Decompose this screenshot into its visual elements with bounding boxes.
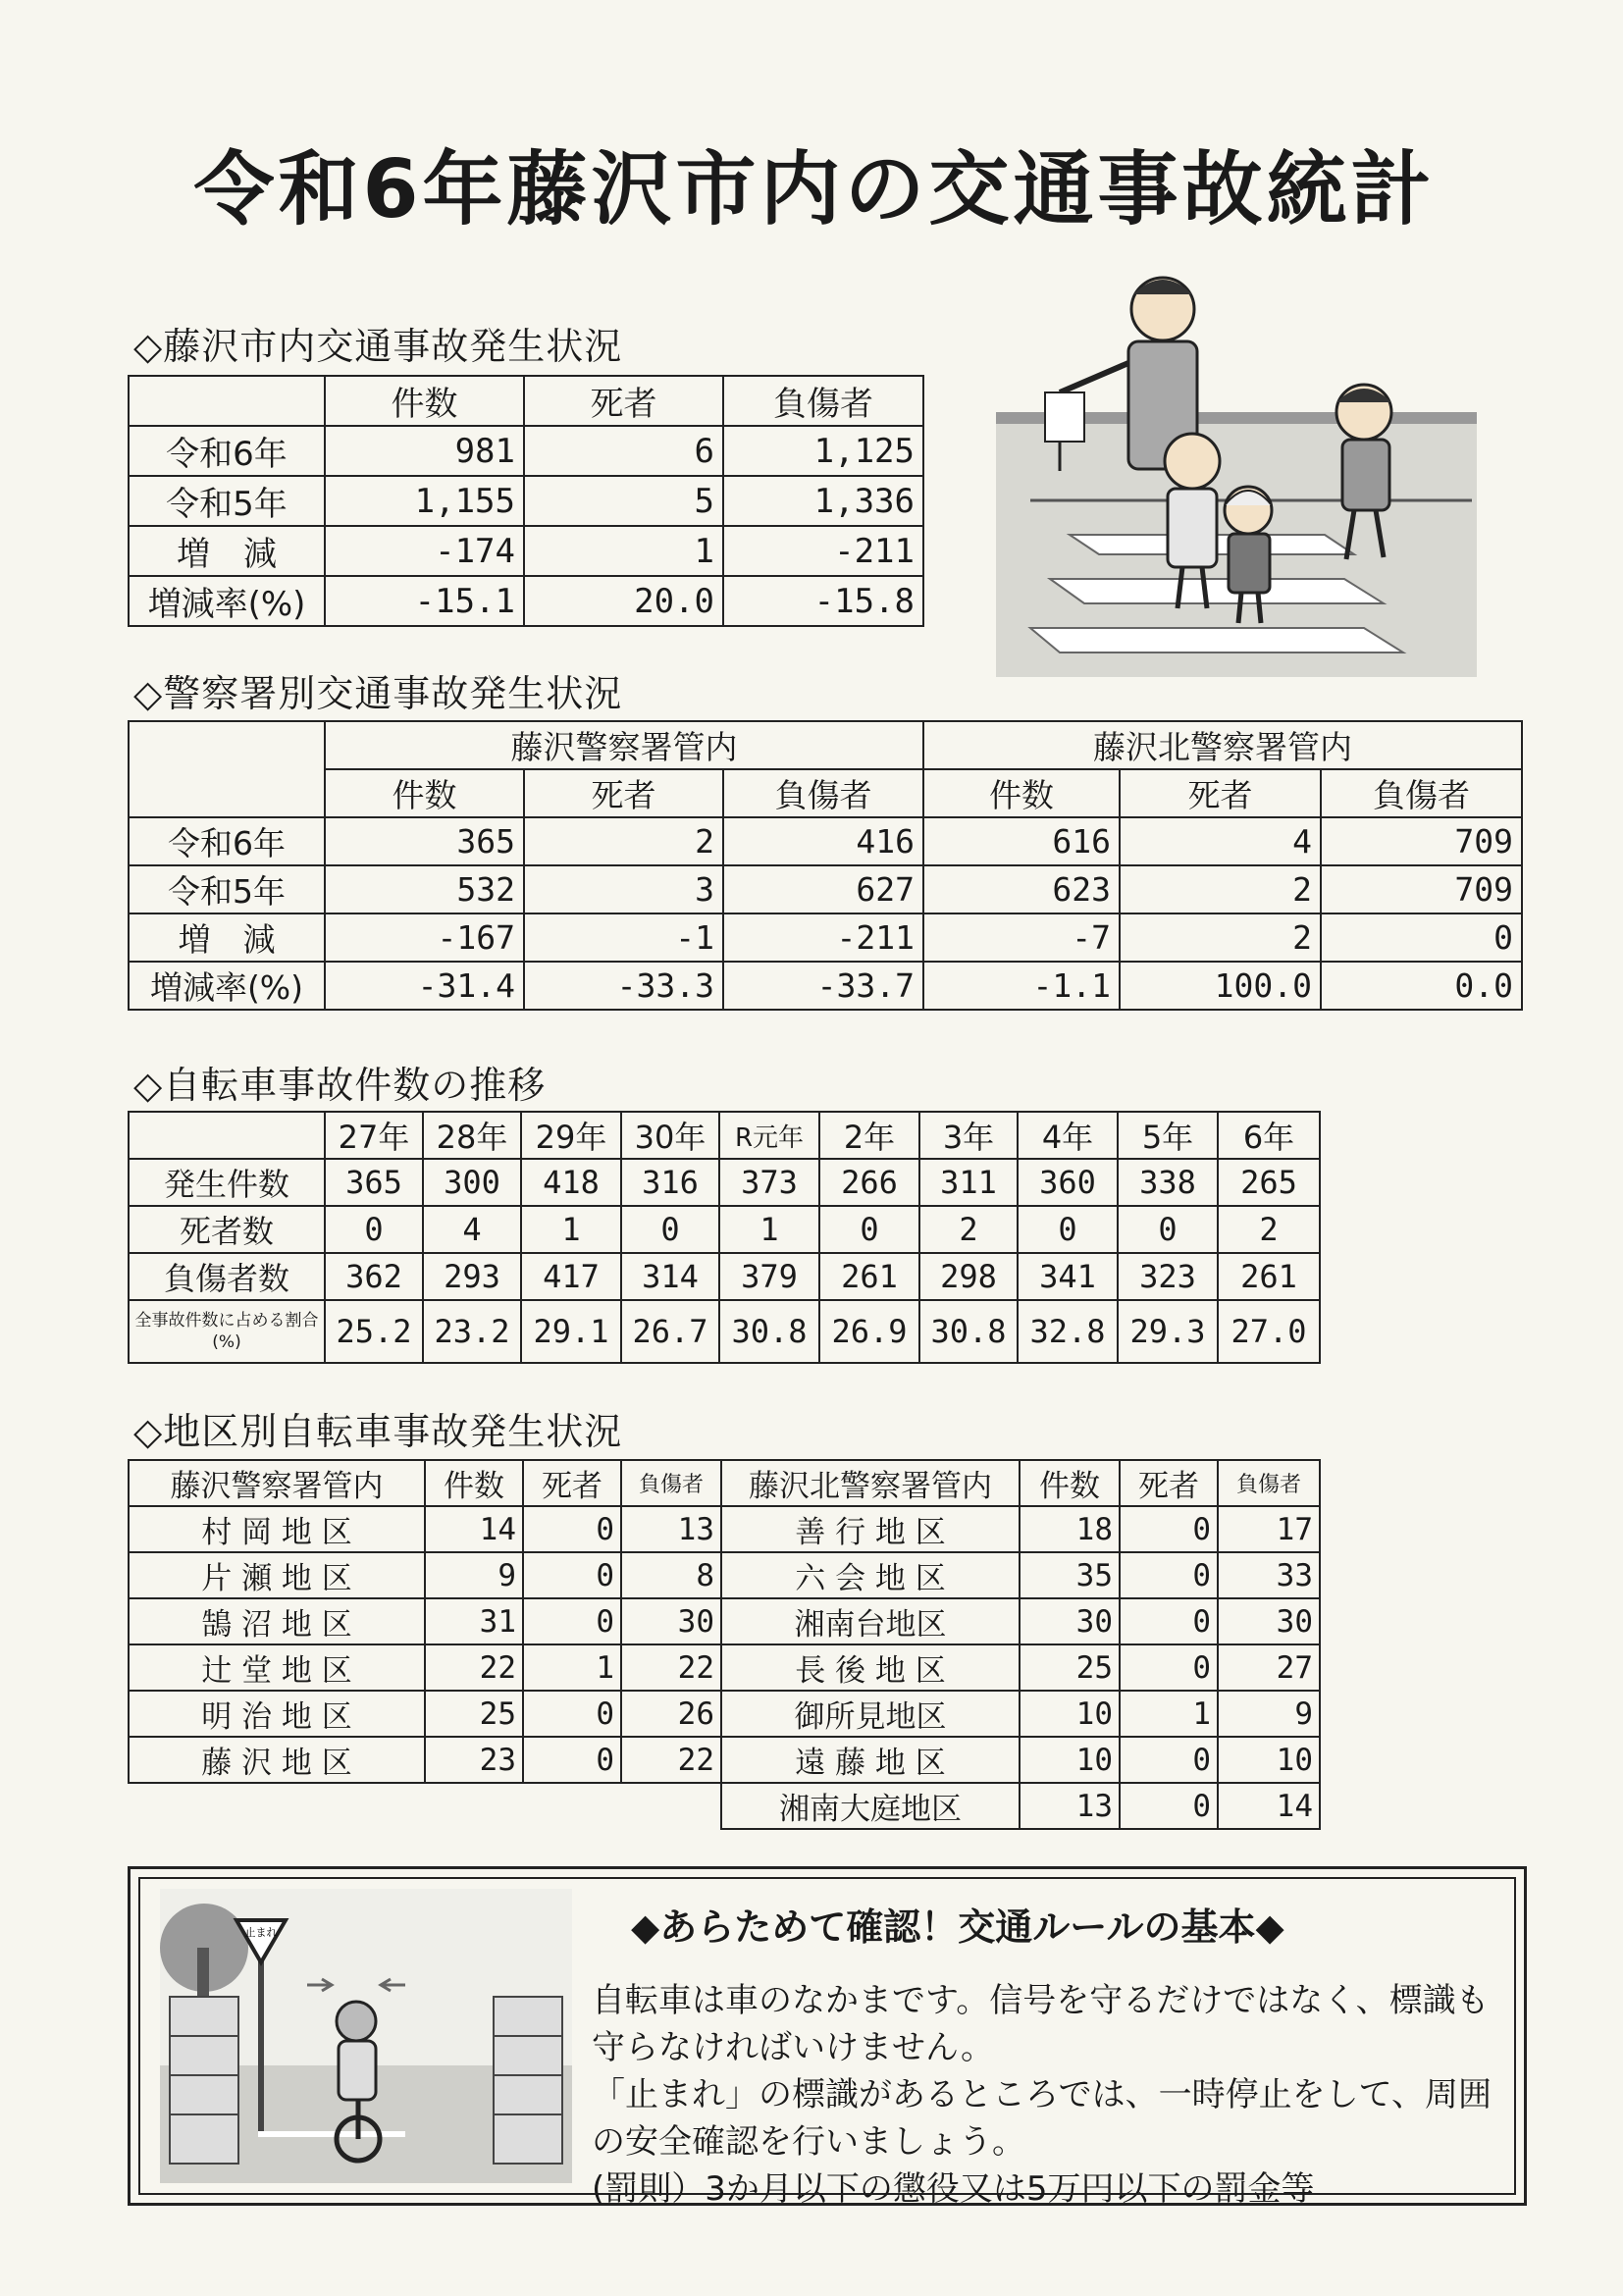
table-cell: 1 [521, 1206, 621, 1253]
table-header-row [129, 769, 1522, 817]
column-header: 死者 [1120, 769, 1321, 817]
table-cell: 30.8 [919, 1300, 1018, 1363]
table-cell: 29.1 [521, 1300, 621, 1363]
row-label: 令和5年 [129, 865, 325, 913]
table-cell: 0 [523, 1506, 621, 1552]
table-cell: -1.1 [923, 962, 1120, 1010]
group-header: 藤沢北警察署管内 [923, 721, 1522, 769]
table-cell: 25 [425, 1691, 523, 1737]
table-cell: 365 [325, 1159, 423, 1206]
year-header: 2年 [819, 1112, 919, 1159]
table-cell: 0 [1120, 1598, 1218, 1644]
bicycle-trend-table [128, 1111, 1321, 1364]
year-header: 4年 [1018, 1112, 1118, 1159]
section1-heading: ◇藤沢市内交通事故発生状況 [133, 325, 623, 368]
rules-penalty: (罰則）3か月以下の懲役又は5万円以下の罰金等 [592, 2169, 1315, 2209]
row-label: 増減率(%) [129, 962, 325, 1010]
column-header: 件数 [325, 376, 524, 426]
column-header: 件数 [1020, 1460, 1120, 1506]
table-cell: 100.0 [1120, 962, 1321, 1010]
table-header-row [129, 376, 923, 426]
table-cell: 314 [621, 1253, 719, 1300]
district-label: 湘南大庭地区 [721, 1783, 1020, 1829]
row-label: 発生件数 [129, 1159, 325, 1206]
table-cell: 4 [423, 1206, 521, 1253]
bicycle-stop-sign-illustration [160, 1889, 572, 2183]
row-label: 増減率(%) [129, 576, 325, 626]
table-cell: 379 [719, 1253, 819, 1300]
table-cell: 0 [1120, 1506, 1218, 1552]
table-cell: 0 [1321, 913, 1522, 962]
year-header: 3年 [919, 1112, 1018, 1159]
table-row [129, 1783, 1320, 1829]
crosswalk-illustration [991, 265, 1482, 677]
district-bicycle-table [128, 1459, 1321, 1830]
table-row [129, 1691, 1320, 1737]
column-header: 負傷者 [723, 376, 923, 426]
table-cell: 10 [1020, 1737, 1120, 1783]
table-cell: 29.3 [1118, 1300, 1218, 1363]
table-cell: 1,336 [723, 476, 923, 526]
column-header: 死者 [524, 376, 723, 426]
table-cell: 341 [1018, 1253, 1118, 1300]
table-cell: 2 [1120, 865, 1321, 913]
district-label: 御所見地区 [721, 1691, 1020, 1737]
district-label: 片 瀬 地 区 [129, 1552, 425, 1598]
district-label: 六 会 地 区 [721, 1552, 1020, 1598]
table-cell: -15.1 [325, 576, 524, 626]
table-cell: 0 [325, 1206, 423, 1253]
column-header: 藤沢警察署管内 [129, 1460, 425, 1506]
table-row [129, 1159, 1320, 1206]
rules-paragraph: 自転車は車のなかまです。信号を守るだけではなく、標識も守らなければいけません。 [592, 1981, 1490, 2067]
table-cell: 627 [723, 865, 923, 913]
district-label: 長 後 地 区 [721, 1644, 1020, 1691]
row-label: 増 減 [129, 913, 325, 962]
table-cell: 1 [1120, 1691, 1218, 1737]
column-header: 件数 [425, 1460, 523, 1506]
table-cell: 0 [1120, 1783, 1218, 1829]
page-title: 令和6年藤沢市内の交通事故統計 [193, 143, 1436, 236]
stop-sign-text: 止まれ [244, 1926, 278, 1939]
district-label: 村 岡 地 区 [129, 1506, 425, 1552]
table-cell: 0 [1018, 1206, 1118, 1253]
table-cell: -1 [524, 913, 723, 962]
table-cell: -211 [723, 913, 923, 962]
police-station-table [128, 720, 1523, 1011]
table-row [129, 476, 923, 526]
table-cell: 35 [1020, 1552, 1120, 1598]
year-header: 5年 [1118, 1112, 1218, 1159]
table-cell: 32.8 [1018, 1300, 1118, 1363]
table-cell: 293 [423, 1253, 521, 1300]
traffic-rules-title: ◆あらためて確認！交通ルールの基本◆ [631, 1905, 1284, 1949]
district-label: 湘南台地区 [721, 1598, 1020, 1644]
table-cell: 261 [819, 1253, 919, 1300]
table-cell: 362 [325, 1253, 423, 1300]
table-cell: -15.8 [723, 576, 923, 626]
row-label: 負傷者数 [129, 1253, 325, 1300]
table-cell: 0 [523, 1598, 621, 1644]
table-cell: 0 [819, 1206, 919, 1253]
table-cell: 1,125 [723, 426, 923, 476]
table-header-row [129, 1460, 1320, 1506]
table-cell: 23 [425, 1737, 523, 1783]
table-cell: 338 [1118, 1159, 1218, 1206]
table-cell: 616 [923, 817, 1120, 865]
table-cell: 323 [1118, 1253, 1218, 1300]
district-label: 善 行 地 区 [721, 1506, 1020, 1552]
header-blank [129, 721, 325, 817]
table-cell: 30 [1218, 1598, 1320, 1644]
table-cell: 0 [523, 1737, 621, 1783]
table-cell: 417 [521, 1253, 621, 1300]
table-row [129, 526, 923, 576]
table-cell: 30 [1020, 1598, 1120, 1644]
table-cell: 27 [1218, 1644, 1320, 1691]
table-cell: 25.2 [325, 1300, 423, 1363]
table-cell: 316 [621, 1159, 719, 1206]
table-cell: 0 [523, 1691, 621, 1737]
table-row [129, 1737, 1320, 1783]
table-cell: 373 [719, 1159, 819, 1206]
table-cell: 23.2 [423, 1300, 521, 1363]
section3-heading: ◇自転車事故件数の推移 [133, 1064, 547, 1107]
table-cell: 20.0 [524, 576, 723, 626]
table-cell: 981 [325, 426, 524, 476]
section2-heading: ◇警察署別交通事故発生状況 [133, 672, 623, 715]
table-row [129, 1506, 1320, 1552]
district-label: 藤 沢 地 区 [129, 1737, 425, 1783]
table-cell: -7 [923, 913, 1120, 962]
header-blank [129, 1112, 325, 1159]
table-cell: 0 [621, 1206, 719, 1253]
table-cell: 13 [1020, 1783, 1120, 1829]
column-header: 死者 [1120, 1460, 1218, 1506]
city-accident-table [128, 375, 924, 627]
table-cell: 0 [1120, 1737, 1218, 1783]
table-cell: 4 [1120, 817, 1321, 865]
group-header: 藤沢警察署管内 [325, 721, 923, 769]
table-row [129, 576, 923, 626]
group-header-row [129, 721, 1522, 769]
table-cell: 266 [819, 1159, 919, 1206]
table-row [129, 817, 1522, 865]
table-cell: 265 [1218, 1159, 1320, 1206]
table-cell: 261 [1218, 1253, 1320, 1300]
table-cell: -167 [325, 913, 524, 962]
section4-heading: ◇地区別自転車事故発生状況 [133, 1410, 623, 1453]
district-label: 辻 堂 地 区 [129, 1644, 425, 1691]
table-row [129, 1300, 1320, 1363]
table-cell: 10 [1218, 1737, 1320, 1783]
table-cell: 6 [524, 426, 723, 476]
traffic-rules-box [128, 1866, 1527, 2209]
table-row [129, 426, 923, 476]
table-cell: 5 [524, 476, 723, 526]
column-header: 死者 [524, 769, 723, 817]
table-cell: 30.8 [719, 1300, 819, 1363]
table-row [129, 1253, 1320, 1300]
table-cell: 30 [621, 1598, 721, 1644]
year-header: 29年 [521, 1112, 621, 1159]
table-cell: 2 [919, 1206, 1018, 1253]
table-header-row [129, 1112, 1320, 1159]
table-cell: 26.9 [819, 1300, 919, 1363]
column-header: 負傷者 [1321, 769, 1522, 817]
row-label: 令和5年 [129, 476, 325, 526]
table-cell: -33.3 [524, 962, 723, 1010]
table-cell: 31 [425, 1598, 523, 1644]
table-cell: -211 [723, 526, 923, 576]
row-label: 令和6年 [129, 426, 325, 476]
table-cell: -33.7 [723, 962, 923, 1010]
table-cell: 300 [423, 1159, 521, 1206]
table-row [129, 1644, 1320, 1691]
table-cell: 18 [1020, 1506, 1120, 1552]
table-cell: 0 [1120, 1644, 1218, 1691]
table-cell: 26.7 [621, 1300, 719, 1363]
table-cell: 360 [1018, 1159, 1118, 1206]
table-cell: 0 [1118, 1206, 1218, 1253]
district-label: 鵠 沼 地 区 [129, 1598, 425, 1644]
row-label: 全事故件数に占める割合(%) [129, 1300, 325, 1363]
row-label: 死者数 [129, 1206, 325, 1253]
table-cell: 623 [923, 865, 1120, 913]
column-header: 件数 [923, 769, 1120, 817]
table-cell: 14 [425, 1506, 523, 1552]
empty-cell [425, 1783, 523, 1829]
year-header: 6年 [1218, 1112, 1320, 1159]
table-cell: 1,155 [325, 476, 524, 526]
table-cell: 9 [1218, 1691, 1320, 1737]
table-row [129, 1552, 1320, 1598]
table-cell: 418 [521, 1159, 621, 1206]
traffic-rules-text [592, 1977, 1494, 2213]
table-cell: 2 [1218, 1206, 1320, 1253]
table-cell: 1 [523, 1644, 621, 1691]
table-cell: 365 [325, 817, 524, 865]
table-cell: 8 [621, 1552, 721, 1598]
table-cell: 298 [919, 1253, 1018, 1300]
table-cell: 17 [1218, 1506, 1320, 1552]
table-cell: 709 [1321, 817, 1522, 865]
header-blank [129, 376, 325, 426]
rules-paragraph: 「止まれ」の標識があるところでは、一時停止をして、周囲の安全確認を行いましょう。 [592, 2075, 1492, 2162]
table-cell: 3 [524, 865, 723, 913]
table-row [129, 865, 1522, 913]
table-cell: 26 [621, 1691, 721, 1737]
table-row [129, 1598, 1320, 1644]
table-cell: 22 [621, 1644, 721, 1691]
table-cell: 22 [425, 1644, 523, 1691]
table-cell: 22 [621, 1737, 721, 1783]
table-cell: 416 [723, 817, 923, 865]
table-row [129, 962, 1522, 1010]
table-row [129, 913, 1522, 962]
row-label: 増 減 [129, 526, 325, 576]
row-label: 令和6年 [129, 817, 325, 865]
column-header: 負傷者 [723, 769, 923, 817]
table-cell: 0 [523, 1552, 621, 1598]
column-header: 件数 [325, 769, 524, 817]
table-cell: 1 [719, 1206, 819, 1253]
district-label: 明 治 地 区 [129, 1691, 425, 1737]
table-cell: -174 [325, 526, 524, 576]
column-header: 死者 [523, 1460, 621, 1506]
column-header: 負傷者 [1218, 1460, 1320, 1506]
table-cell: 10 [1020, 1691, 1120, 1737]
table-cell: 311 [919, 1159, 1018, 1206]
table-cell: 709 [1321, 865, 1522, 913]
table-cell: -31.4 [325, 962, 524, 1010]
year-header: R元年 [719, 1112, 819, 1159]
year-header: 30年 [621, 1112, 719, 1159]
table-cell: 2 [524, 817, 723, 865]
table-cell: 25 [1020, 1644, 1120, 1691]
column-header: 負傷者 [621, 1460, 721, 1506]
table-cell: 2 [1120, 913, 1321, 962]
year-header: 28年 [423, 1112, 521, 1159]
table-cell: 532 [325, 865, 524, 913]
table-cell: 1 [524, 526, 723, 576]
table-cell: 0.0 [1321, 962, 1522, 1010]
table-cell: 0 [1120, 1552, 1218, 1598]
empty-cell [621, 1783, 721, 1829]
column-header: 藤沢北警察署管内 [721, 1460, 1020, 1506]
table-row [129, 1206, 1320, 1253]
table-cell: 27.0 [1218, 1300, 1320, 1363]
table-cell: 14 [1218, 1783, 1320, 1829]
table-cell: 13 [621, 1506, 721, 1552]
empty-cell [129, 1783, 425, 1829]
empty-cell [523, 1783, 621, 1829]
table-cell: 33 [1218, 1552, 1320, 1598]
year-header: 27年 [325, 1112, 423, 1159]
district-label: 遠 藤 地 区 [721, 1737, 1020, 1783]
table-cell: 9 [425, 1552, 523, 1598]
